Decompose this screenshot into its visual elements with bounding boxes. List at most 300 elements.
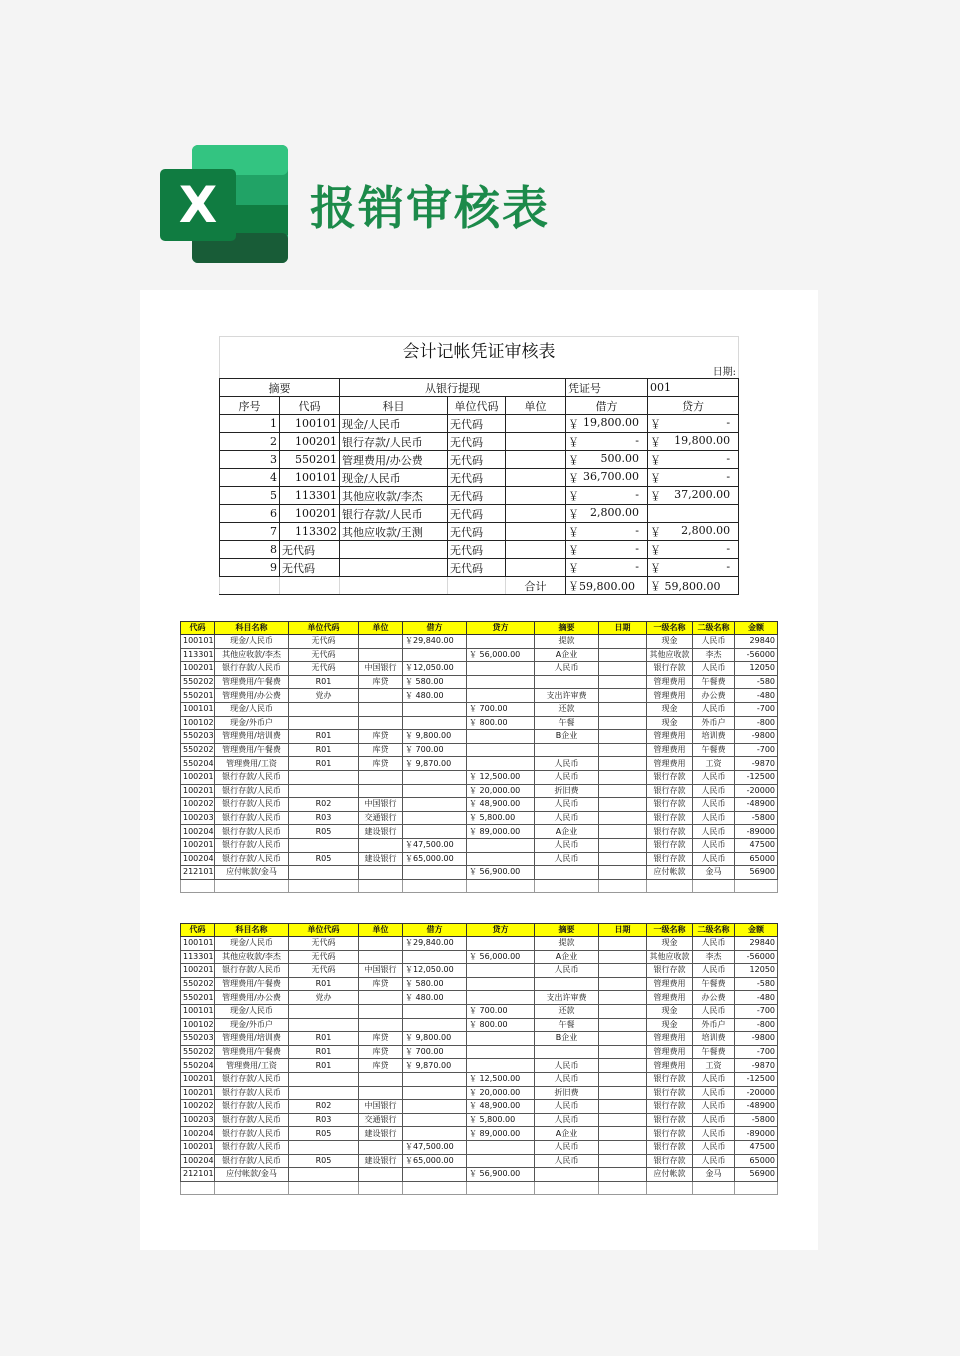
ledger-cell: 工资 — [693, 757, 735, 771]
debit-currency-symbol: ￥ — [568, 453, 579, 467]
ledger-cell: 库贷 — [359, 743, 403, 757]
ledger-cell: 银行存款 — [647, 662, 693, 676]
ledger-cell: 银行存款 — [647, 838, 693, 852]
ledger-cell: 管理费用 — [647, 757, 693, 771]
ledger-cell — [403, 770, 467, 784]
ledger-cell — [403, 648, 467, 662]
ledger-cell — [467, 977, 535, 991]
excel-logo-icon — [160, 145, 288, 263]
ledger-cell: ￥47,500.00 — [403, 838, 467, 852]
ledger-cell: 47500 — [735, 838, 778, 852]
ledger-cell: 建设银行 — [359, 1154, 403, 1168]
ledger-cell: 建设银行 — [359, 852, 403, 866]
ledger-cell: 折旧费 — [535, 1086, 599, 1100]
credit-amount: - — [726, 559, 731, 573]
ledger-cell: 现金/人民币 — [215, 1004, 289, 1018]
ledger-cell — [599, 1168, 647, 1182]
ledger-cell: 交通银行 — [359, 1113, 403, 1127]
ledger-row — [181, 991, 778, 1005]
row-credit — [648, 487, 739, 505]
ledger-cell: 113301 — [181, 950, 215, 964]
ledger-cell: 100201 — [181, 1086, 215, 1100]
credit-amount: - — [726, 415, 731, 429]
row-unit — [506, 433, 566, 451]
debit-currency-symbol: ￥ — [568, 525, 579, 539]
ledger-cell — [359, 879, 403, 892]
debit-amount: 2,800.00 — [590, 505, 639, 519]
ledger-cell — [599, 1154, 647, 1168]
ledger-cell: -580 — [735, 977, 778, 991]
debit-amount: 36,700.00 — [583, 469, 639, 483]
ledger-cell: 银行存款/人民币 — [215, 838, 289, 852]
ledger-cell: 库贷 — [359, 675, 403, 689]
row-subject: 银行存款/人民币 — [340, 433, 448, 451]
total-debit: ￥59,800.00 — [566, 577, 648, 595]
ledger-cell: -580 — [735, 675, 778, 689]
ledger-cell: 人民币 — [693, 1113, 735, 1127]
ledger-cell — [599, 838, 647, 852]
ledger-cell: R01 — [289, 675, 359, 689]
ledger-cell: 100102 — [181, 716, 215, 730]
ledger-cell — [467, 730, 535, 744]
voucher-row — [220, 559, 739, 577]
ledger-cell: 现金/外币户 — [215, 716, 289, 730]
ledger-cell: R05 — [289, 1154, 359, 1168]
ledger-cell: 其他应收款 — [647, 648, 693, 662]
ledger-cell: 其他应收款/李杰 — [215, 648, 289, 662]
ledger-col-header: 一级名称 — [647, 924, 693, 937]
ledger-cell: 29840 — [735, 937, 778, 951]
row-unit — [506, 559, 566, 577]
ledger-cell: ￥47,500.00 — [403, 1140, 467, 1154]
row-code: 100201 — [280, 433, 340, 451]
credit-amount: - — [726, 541, 731, 555]
ledger-col-header: 单位代码 — [289, 924, 359, 937]
ledger-cell — [289, 866, 359, 880]
ledger-cell: -20000 — [735, 1086, 778, 1100]
ledger-col-header: 摘要 — [535, 924, 599, 937]
ledger-cell — [289, 1086, 359, 1100]
ledger-cell: R03 — [289, 1113, 359, 1127]
ledger-cell: 银行存款/人民币 — [215, 964, 289, 978]
ledger-cell: 现金/人民币 — [215, 937, 289, 951]
ledger-cell: ￥ 5,800.00 — [467, 811, 535, 825]
ledger-cell: 550202 — [181, 675, 215, 689]
voucher-date-label: 日期: — [220, 362, 739, 379]
row-credit — [648, 559, 739, 577]
ledger-cell: 113301 — [181, 648, 215, 662]
ledger-col-header: 科目名称 — [215, 924, 289, 937]
ledger-cell: 人民币 — [535, 964, 599, 978]
ledger-cell — [403, 950, 467, 964]
ledger-cell: 550201 — [181, 689, 215, 703]
ledger-cell: 12050 — [735, 662, 778, 676]
summary-value: 从银行提现 — [340, 379, 566, 397]
row-unit-code: 无代码 — [448, 415, 506, 433]
credit-currency-symbol: ￥ — [650, 417, 661, 431]
ledger-cell: ￥ 700.00 — [467, 1004, 535, 1018]
ledger-cell: 人民币 — [693, 1100, 735, 1114]
ledger-row — [181, 838, 778, 852]
credit-currency-symbol: ￥ — [650, 435, 661, 449]
ledger-cell: 银行存款 — [647, 798, 693, 812]
ledger-row — [181, 1032, 778, 1046]
ledger-cell: 应付帐款/金马 — [215, 1168, 289, 1182]
ledger-cell: 午餐费 — [693, 1045, 735, 1059]
col-header: 代码 — [280, 397, 340, 415]
ledger-cell: 无代码 — [289, 635, 359, 649]
total-label: 合计 — [506, 577, 566, 595]
row-number: 6 — [220, 505, 280, 523]
ledger-cell — [359, 937, 403, 951]
ledger-cell — [181, 1181, 215, 1194]
ledger-cell — [359, 950, 403, 964]
row-unit-code: 无代码 — [448, 433, 506, 451]
row-number: 9 — [220, 559, 280, 577]
ledger-cell — [535, 866, 599, 880]
row-subject: 现金/人民币 — [340, 469, 448, 487]
voucher-no-value: 001 — [648, 379, 739, 397]
credit-currency-symbol: ￥ — [650, 489, 661, 503]
ledger-col-header: 贷方 — [467, 622, 535, 635]
row-unit — [506, 415, 566, 433]
ledger-cell: 人民币 — [693, 811, 735, 825]
ledger-cell: 管理费用 — [647, 689, 693, 703]
ledger-cell: R01 — [289, 757, 359, 771]
ledger-cell: ￥12,050.00 — [403, 662, 467, 676]
ledger-col-header: 日期 — [599, 622, 647, 635]
ledger-cell — [535, 1045, 599, 1059]
ledger-cell: R05 — [289, 825, 359, 839]
ledger-cell — [599, 689, 647, 703]
ledger-cell: ￥ 580.00 — [403, 977, 467, 991]
ledger-cell: 现金 — [647, 635, 693, 649]
ledger-cell: 交通银行 — [359, 811, 403, 825]
ledger-cell: ￥ 48,900.00 — [467, 1100, 535, 1114]
row-unit-code: 无代码 — [448, 487, 506, 505]
ledger-cell: -480 — [735, 689, 778, 703]
ledger-cell — [599, 866, 647, 880]
ledger-cell: ￥ 700.00 — [403, 743, 467, 757]
ledger-cell — [403, 702, 467, 716]
ledger-cell: 人民币 — [693, 1072, 735, 1086]
ledger-cell: 29840 — [735, 635, 778, 649]
ledger-row — [181, 702, 778, 716]
ledger-col-header: 代码 — [181, 924, 215, 937]
ledger-cell: 银行存款 — [647, 1140, 693, 1154]
ledger-cell: 应付帐款/金马 — [215, 866, 289, 880]
ledger-cell: 人民币 — [693, 798, 735, 812]
debit-currency-symbol: ￥ — [568, 561, 579, 575]
ledger-cell: 人民币 — [535, 770, 599, 784]
row-credit — [648, 541, 739, 559]
row-debit — [566, 523, 648, 541]
ledger-cell: 100204 — [181, 1127, 215, 1141]
ledger-cell: 银行存款 — [647, 825, 693, 839]
ledger-cell — [289, 838, 359, 852]
ledger-cell — [535, 743, 599, 757]
ledger-cell: ￥ 800.00 — [467, 716, 535, 730]
ledger-cell — [599, 1059, 647, 1073]
ledger-cell: A企业 — [535, 950, 599, 964]
ledger-cell: ￥12,050.00 — [403, 964, 467, 978]
debit-amount: - — [635, 487, 639, 501]
voucher-row — [220, 487, 739, 505]
ledger-col-header: 借方 — [403, 924, 467, 937]
ledger-cell: 人民币 — [535, 838, 599, 852]
ledger-cell — [467, 757, 535, 771]
debit-currency-symbol: ￥ — [568, 507, 579, 521]
ledger-cell: ￥ 12,500.00 — [467, 1072, 535, 1086]
ledger-cell: 65000 — [735, 852, 778, 866]
ledger-cell: ￥ 89,000.00 — [467, 825, 535, 839]
ledger-cell: 培训费 — [693, 730, 735, 744]
ledger-cell — [467, 838, 535, 852]
ledger-cell — [467, 1032, 535, 1046]
row-code: 550201 — [280, 451, 340, 469]
debit-amount: - — [635, 523, 639, 537]
ledger-cell: 中国银行 — [359, 1100, 403, 1114]
ledger-cell: ￥ 56,000.00 — [467, 648, 535, 662]
ledger-cell: 212101 — [181, 1168, 215, 1182]
row-unit — [506, 487, 566, 505]
ledger-cell: 银行存款 — [647, 784, 693, 798]
ledger-cell — [403, 1100, 467, 1114]
ledger-cell — [599, 964, 647, 978]
row-code: 无代码 — [280, 559, 340, 577]
ledger-cell: 提款 — [535, 937, 599, 951]
ledger-cell: 管理费用/办公费 — [215, 991, 289, 1005]
ledger-cell: 银行存款 — [647, 811, 693, 825]
ledger-cell: 折旧费 — [535, 784, 599, 798]
ledger-cell — [359, 702, 403, 716]
ledger-cell: 中国银行 — [359, 662, 403, 676]
row-number: 4 — [220, 469, 280, 487]
voucher-table — [219, 336, 739, 595]
ledger-cell — [467, 1154, 535, 1168]
ledger-cell — [359, 1140, 403, 1154]
ledger-cell: 人民币 — [693, 770, 735, 784]
ledger-cell: 人民币 — [535, 662, 599, 676]
ledger-cell: -12500 — [735, 770, 778, 784]
ledger-cell: 管理费用/午餐费 — [215, 743, 289, 757]
ledger-cell: 人民币 — [693, 825, 735, 839]
voucher-row — [220, 505, 739, 523]
debit-amount: - — [635, 541, 639, 555]
ledger-cell: ￥65,000.00 — [403, 1154, 467, 1168]
ledger-cell — [535, 879, 599, 892]
ledger-cell: 管理费用 — [647, 991, 693, 1005]
ledger-cell: 银行存款/人民币 — [215, 1140, 289, 1154]
ledger-cell: -9870 — [735, 757, 778, 771]
ledger-cell: 外币户 — [693, 716, 735, 730]
ledger-cell: 550202 — [181, 1045, 215, 1059]
ledger-cell — [359, 635, 403, 649]
ledger-cell: 银行存款/人民币 — [215, 770, 289, 784]
ledger-cell: ￥29,840.00 — [403, 635, 467, 649]
ledger-cell: -5800 — [735, 1113, 778, 1127]
ledger-cell: 人民币 — [535, 1154, 599, 1168]
ledger-cell: R01 — [289, 1032, 359, 1046]
ledger-cell — [693, 879, 735, 892]
ledger-cell: 无代码 — [289, 648, 359, 662]
ledger-cell — [467, 743, 535, 757]
row-credit — [648, 415, 739, 433]
ledger-cell: ￥ 56,900.00 — [467, 866, 535, 880]
credit-currency-symbol: ￥ — [650, 543, 661, 557]
row-unit — [506, 541, 566, 559]
ledger-cell — [181, 879, 215, 892]
row-number: 1 — [220, 415, 280, 433]
row-debit — [566, 415, 648, 433]
row-code: 113301 — [280, 487, 340, 505]
row-number: 2 — [220, 433, 280, 451]
ledger-cell: 管理费用/工资 — [215, 1059, 289, 1073]
ledger-cell — [467, 991, 535, 1005]
ledger-cell: 人民币 — [535, 1059, 599, 1073]
ledger-cell: 人民币 — [693, 635, 735, 649]
voucher-row — [220, 469, 739, 487]
ledger-cell: 午餐 — [535, 1018, 599, 1032]
ledger-cell: 银行存款/人民币 — [215, 784, 289, 798]
ledger-row — [181, 689, 778, 703]
ledger-cell: 李杰 — [693, 950, 735, 964]
ledger-row — [181, 1072, 778, 1086]
ledger-cell — [599, 1100, 647, 1114]
ledger-cell: 提款 — [535, 635, 599, 649]
ledger-cell: 550202 — [181, 743, 215, 757]
ledger-cell: 人民币 — [535, 798, 599, 812]
ledger-cell: ￥ 800.00 — [467, 1018, 535, 1032]
ledger-cell: 100201 — [181, 770, 215, 784]
ledger-col-header: 单位 — [359, 924, 403, 937]
ledger-cell: 现金 — [647, 716, 693, 730]
ledger-cell: 人民币 — [535, 1100, 599, 1114]
row-credit — [648, 469, 739, 487]
ledger-cell — [289, 1072, 359, 1086]
ledger-cell: 管理费用 — [647, 1045, 693, 1059]
ledger-cell — [599, 757, 647, 771]
ledger-row — [181, 811, 778, 825]
row-unit — [506, 451, 566, 469]
ledger-cell — [467, 635, 535, 649]
col-header: 单位代码 — [448, 397, 506, 415]
ledger-cell: R01 — [289, 1045, 359, 1059]
ledger-cell — [403, 811, 467, 825]
ledger-cell: 银行存款/人民币 — [215, 1127, 289, 1141]
ledger-cell: -9870 — [735, 1059, 778, 1073]
ledger-cell — [359, 838, 403, 852]
ledger-row — [181, 716, 778, 730]
row-credit — [648, 523, 739, 541]
ledger-cell — [599, 879, 647, 892]
ledger-cell — [599, 662, 647, 676]
row-number: 3 — [220, 451, 280, 469]
ledger-cell — [289, 770, 359, 784]
ledger-cell — [289, 1168, 359, 1182]
ledger-cell — [599, 770, 647, 784]
ledger-cell — [289, 702, 359, 716]
ledger-cell: 100203 — [181, 811, 215, 825]
ledger-cell: 100101 — [181, 1004, 215, 1018]
ledger-cell: R02 — [289, 798, 359, 812]
ledger-cell: 100201 — [181, 662, 215, 676]
ledger-cell: ￥ 56,000.00 — [467, 950, 535, 964]
ledger-cell: 银行存款/人民币 — [215, 825, 289, 839]
ledger-cell: 人民币 — [693, 1127, 735, 1141]
total-credit: ￥ 59,800.00 — [648, 577, 739, 595]
ledger-cell: 还款 — [535, 1004, 599, 1018]
ledger-cell — [403, 1086, 467, 1100]
ledger-table-1 — [180, 621, 778, 893]
ledger-cell: ￥ 48,900.00 — [467, 798, 535, 812]
ledger-cell: -89000 — [735, 1127, 778, 1141]
ledger-cell: -480 — [735, 991, 778, 1005]
ledger-cell — [599, 825, 647, 839]
ledger-row — [181, 675, 778, 689]
row-credit — [648, 451, 739, 469]
ledger-cell — [467, 662, 535, 676]
ledger-cell: 现金 — [647, 937, 693, 951]
ledger-cell — [359, 689, 403, 703]
ledger-cell — [403, 825, 467, 839]
ledger-cell: 银行存款 — [647, 1086, 693, 1100]
ledger-cell: R01 — [289, 730, 359, 744]
ledger-cell: 午餐 — [535, 716, 599, 730]
row-debit — [566, 469, 648, 487]
ledger-cell — [359, 784, 403, 798]
ledger-cell: 100203 — [181, 1113, 215, 1127]
ledger-row — [181, 798, 778, 812]
ledger-cell: 金马 — [693, 1168, 735, 1182]
ledger-cell — [467, 852, 535, 866]
ledger-cell: 100201 — [181, 1140, 215, 1154]
row-subject: 管理费用/办公费 — [340, 451, 448, 469]
ledger-row — [181, 730, 778, 744]
ledger-cell: 银行存款 — [647, 964, 693, 978]
ledger-cell: 银行存款/人民币 — [215, 811, 289, 825]
ledger-cell: 550203 — [181, 1032, 215, 1046]
row-code: 113302 — [280, 523, 340, 541]
ledger-cell: 银行存款 — [647, 1127, 693, 1141]
ledger-cell — [403, 784, 467, 798]
ledger-cell: 100204 — [181, 852, 215, 866]
ledger-cell: 100202 — [181, 798, 215, 812]
debit-amount: - — [635, 433, 639, 447]
ledger-cell: ￥ 580.00 — [403, 675, 467, 689]
ledger-cell: -89000 — [735, 825, 778, 839]
ledger-cell: ￥ 89,000.00 — [467, 1127, 535, 1141]
ledger-cell: 100201 — [181, 838, 215, 852]
ledger-col-header: 贷方 — [467, 924, 535, 937]
ledger-row — [181, 1100, 778, 1114]
ledger-cell — [693, 1181, 735, 1194]
ledger-cell — [403, 716, 467, 730]
ledger-cell — [599, 675, 647, 689]
ledger-cell — [403, 1018, 467, 1032]
summary-label: 摘要 — [220, 379, 340, 397]
credit-amount: 19,800.00 — [674, 433, 731, 447]
ledger-cell: -9800 — [735, 730, 778, 744]
credit-amount: - — [726, 451, 731, 465]
ledger-cell: 管理费用/工资 — [215, 757, 289, 771]
ledger-cell: 库贷 — [359, 977, 403, 991]
ledger-cell: 现金/人民币 — [215, 702, 289, 716]
debit-currency-symbol: ￥ — [568, 489, 579, 503]
row-unit — [506, 469, 566, 487]
ledger-cell: 47500 — [735, 1140, 778, 1154]
ledger-col-header: 代码 — [181, 622, 215, 635]
